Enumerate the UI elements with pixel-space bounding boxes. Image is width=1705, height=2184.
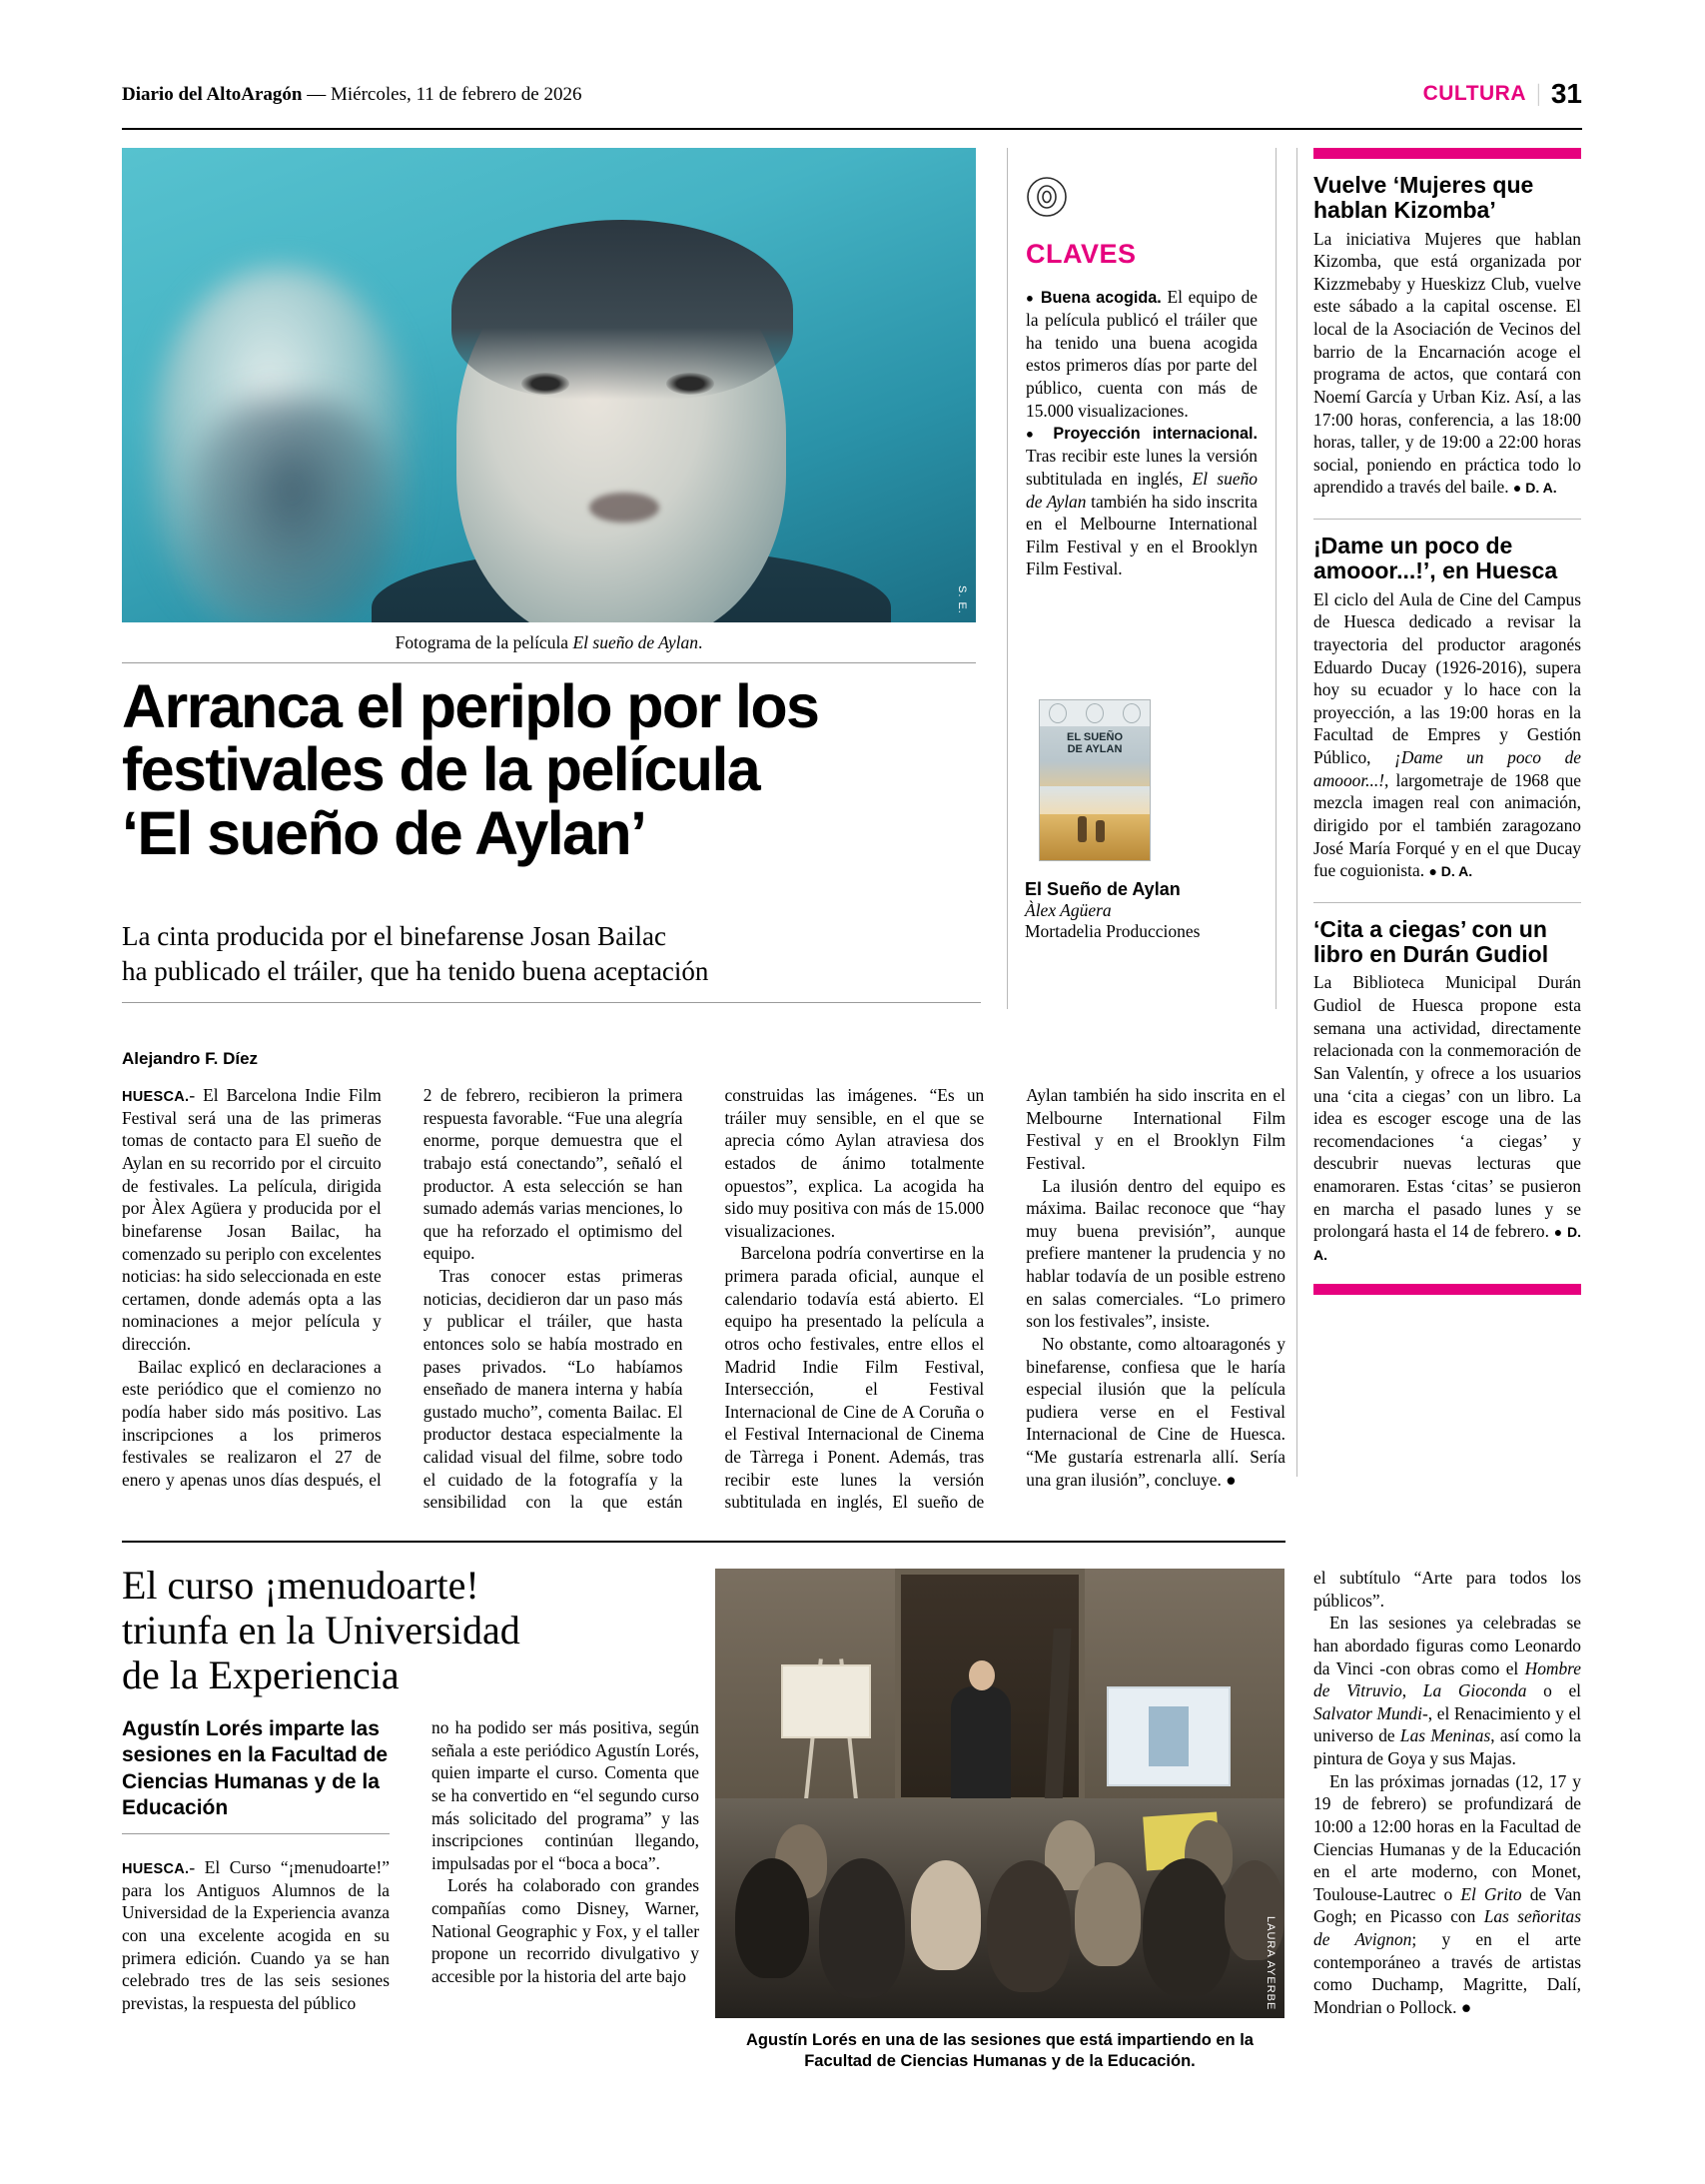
rail-divider: [1313, 902, 1581, 903]
child-right-eye: [666, 373, 714, 395]
article-paragraph: Bailac explicó en declaraciones a este periódico que el comienzo no podía haber sido más positivo. Las inscripciones a los primeros festivales se realizaron el 27 de enero y apenas unos días después, el 2 de febrero, recibieron la primera respuesta favorable. “Fue una alegría enorme, porque demuestra que el trabajo está conectando”, señaló el productor. A esta selección se han sumado además varias menciones, lo que ha reforzado el optimismo del equipo.: [122, 1085, 683, 1490]
poster-film-title: El Sueño de Aylan: [1025, 879, 1181, 899]
rail-item-title: ‘Cita a ciegas’ con un libro en Durán Gudiol: [1313, 915, 1549, 968]
photo-canvas: [781, 1664, 871, 1738]
bottom-text-mid: de Van Gogh; en Picasso con: [1313, 1883, 1581, 1927]
artwork-title: Hombre de Vitruvio: [1313, 1657, 1581, 1701]
bottom-article-column-2: [431, 1716, 699, 1988]
main-article-body: [122, 1084, 1285, 1514]
clave-lead: Proyección internacional.: [1053, 425, 1258, 444]
bottom-text-mid: ; y en el arte contemporáneo a través de artistas como Duchamp, Magritte, Dalí, Mondrian o Pollock. ●: [1313, 1929, 1581, 2017]
rail-item-body: La iniciativa Mujeres que hablan Kizomba, que está organizada por Kizzmebaby y Hueskizz Club, vuelve este sábado a la capital oscense. El local de la Asociación de Vecinos del barrio de la Encarnación acoge el programa de actos, que contará con Noemí García y Urban Kiz. Así, a las 17:00 horas, conferencia, a las 18:00 horas, taller, y de 19:00 a 22:00 horas social, poniendo en práctica todo lo aprendido a través del baile.: [1313, 228, 1581, 498]
publication-name: Diario del AltoAragón: [122, 84, 303, 105]
photo-screen-image: [1149, 1706, 1189, 1766]
photo-presenter: [951, 1686, 1011, 1814]
photo-audience-head: [735, 1858, 809, 1978]
subhead-line-2: ha publicado el tráiler, que ha tenido buena aceptación: [122, 955, 709, 986]
film-poster: [1039, 699, 1151, 861]
bottom-paragraph: el subtítulo “Arte para todos los públicos”.: [1313, 1568, 1581, 1611]
section-label: CULTURA: [1422, 82, 1527, 105]
clave-item: [1026, 286, 1258, 422]
artwork-title: Salvator Mundi: [1313, 1702, 1422, 1723]
poster-figure-2: [1096, 820, 1105, 842]
rail-item-text: [1313, 588, 1581, 882]
photo-audience-head: [911, 1860, 981, 1970]
poster-field: [1040, 814, 1150, 860]
poster-production-company: Mortadelia Producciones: [1025, 921, 1201, 941]
publication-date: — Miércoles, 11 de febrero de 2026: [307, 84, 582, 105]
poster-title-line-2: DE AYLAN: [1067, 742, 1123, 755]
laurel-icon: [1123, 703, 1141, 723]
bottom-story-rule: [122, 1541, 1285, 1543]
rail-item-italic-title: ¡Dame un poco de amooor...!: [1313, 747, 1581, 790]
bottom-text-pre: En las próximas jornadas (12, 17 y 19 de febrero) se profundizará de 10:00 a 12:00 horas en la Facultad de Ciencias Humanas y de la Educación en el arte moderno, con Monet, Toulouse-Lautrec o: [1313, 1770, 1581, 1904]
bottom-text-mid: o el: [1526, 1680, 1581, 1701]
artwork-title: Las Meninas: [1399, 1725, 1491, 1746]
headline-line-1: Arranca el periplo por los: [122, 672, 819, 740]
article-paragraph-text: - El Barcelona Indie Film Festival será una de las primeras tomas de contacto para El sueño de Aylan en su recorrido por el circuito de festivales. La película, dirigida por Àlex Agüera y producida por el binefarense Josan Bailac, ha comenzado su periplo con excelentes noticias: ha sido seleccionada en este certamen, donde además opta a las nominaciones a mejor película y dirección.: [122, 1085, 382, 1355]
child-left-eye: [521, 373, 569, 395]
rail-item-body-pre: El ciclo del Aula de Cine del Campus de Huesca dedicado a revisar la trayectoria del productor aragonés Eduardo Ducay (1926-2016), supera hoy su ecuador y lo hace con la proyección, a las 19:00 horas en la Facultad de Empres y Gestión Público,: [1313, 588, 1581, 768]
article-paragraph: La ilusión dentro del equipo es máxima. Bailac reconoce que “hay muy buena previsión”, aunque prefiere mantener la prudencia y no hablar todavía de un posible estreno en salas comerciales. “Lo primero son los festivales”, insiste.: [1026, 1175, 1285, 1332]
rail-top-bar: [1313, 148, 1581, 159]
rail-item-signature: ● D. A.: [1313, 1224, 1581, 1263]
caption-period: .: [698, 632, 703, 652]
headline-line-2: festivales de la película: [122, 735, 760, 804]
bottom-headline: [122, 1564, 681, 1697]
caption-text: Fotograma de la película: [395, 632, 573, 652]
photo-projection-screen: [1107, 1686, 1231, 1786]
bottom-text-mid: ,: [1401, 1680, 1423, 1701]
clave-lead: Buena acogida.: [1040, 289, 1162, 307]
dateline: HUESCA.: [122, 1089, 190, 1105]
byline: Alejandro F. Díez: [122, 1049, 259, 1068]
bottom-headline-line-1: El curso ¡menudoarte!: [122, 1563, 479, 1608]
clave-film-title: El sueño de Aylan: [1026, 468, 1258, 512]
bottom-paragraph: Lorés ha colaborado con grandes compañías como Disney, Warner, National Geographic y Fox, y el taller propone un recorrido divulgativo y accesible por la historia del arte bajo: [431, 1875, 699, 1986]
artwork-title: La Gioconda: [1422, 1680, 1527, 1701]
bottom-subheadline: Agustín Lorés imparte las sesiones en la Facultad de Ciencias Humanas y de la Educación: [122, 1717, 389, 1819]
page-number: 31: [1550, 78, 1582, 109]
photo-audience-head: [1143, 1858, 1231, 1996]
poster-figure-1: [1078, 816, 1087, 842]
photo-audience-head: [987, 1860, 1071, 1992]
caption-rule: [122, 662, 976, 663]
main-subheadline: [122, 919, 981, 988]
headline-line-3: ‘El sueño de Aylan’: [122, 798, 646, 867]
artwork-title: Las señoritas de Avignon: [1313, 1906, 1581, 1949]
bottom-text-mid: , así como la pintura de Goya y sus Majas.: [1313, 1725, 1581, 1768]
bottom-paragraph: no ha podido ser más positiva, según señala a este periódico Agustín Lorés, quien imparte el curso. Comenta que se ha convertido en “el segundo curso más solicitado del programa” y las inscripciones continúan llegando, impulsadas por el “boca a boca”.: [431, 1717, 699, 1873]
rail-item-text: [1313, 971, 1581, 1265]
caption-film-title: El sueño de Aylan: [572, 632, 699, 652]
bottom-article-column-1: [122, 1856, 390, 2015]
rail-item-signature: ● D. A.: [1512, 480, 1557, 497]
blurred-foreground-shadow: [192, 398, 392, 622]
masthead-left: [122, 84, 581, 106]
bottom-text-mid: -, el Renacimiento y el universo de: [1313, 1702, 1581, 1746]
photo-presenter-head: [969, 1660, 995, 1690]
bottom-headline-line-2: triunfa en la Universidad: [122, 1607, 520, 1652]
rail-bottom-bar: [1313, 1284, 1581, 1295]
poster-director: Àlex Agüera: [1025, 900, 1112, 920]
masthead: [122, 78, 1582, 110]
lead-photo-caption: [122, 632, 976, 653]
masthead-right: [1423, 78, 1582, 110]
article-paragraph: [122, 1084, 382, 1356]
bottom-article-column-4: [1313, 1567, 1581, 2019]
clave-bullet: ●: [1026, 290, 1036, 306]
main-headline: [122, 672, 981, 867]
bottom-paragraph: [1313, 1770, 1581, 2019]
bottom-photo: [715, 1569, 1284, 2018]
bottom-paragraph-text: - El Curso “¡menudoarte!” para los Antiguos Alumnos de la Universidad de la Experiencia avanza con una excelente acogida en su primera edición. Cuando ya se han celebrado tres de las seis sesiones previstas, la respuesta del público: [122, 1857, 390, 2013]
bottom-headline-line-3: de la Experiencia: [122, 1651, 400, 1697]
child-hair: [451, 220, 793, 400]
bottom-paragraph: [1313, 1612, 1581, 1769]
bottom-text-pre: En las sesiones ya celebradas se han abordado figuras como Leonardo da Vinci -con obras como el: [1313, 1613, 1581, 1678]
article-paragraph: Tras conocer estas primeras noticias, decidieron dar un paso más y publicar el tráiler, que hasta entonces solo se había mostrado en pases privados. “Lo habíamos enseñado de manera interna y había gustado mucho”, comenta Bailac. El productor destaca especialmente la calidad visual del filme, sobre todo el cuidado de la fotografía y la sensibilidad con la que están construidas las imágenes. “Es un tráiler muy sensible, en el que se aprecia cómo Aylan atraviesa dos estados de ánimo totalmente opuestos”, explica. La acogida ha sido muy positiva con más de 15.000 visualizaciones.: [423, 1085, 985, 1513]
photo-audience-head: [819, 1858, 905, 1998]
subhead-rule: [122, 1002, 981, 1003]
poster-metadata: [1025, 879, 1275, 942]
bottom-paragraph: [122, 1856, 390, 2015]
rail-item-title: ¡Dame un poco de amooor...!’, en Huesca: [1313, 533, 1558, 584]
clave-text-post: también ha sido inscrita en el Melbourne International Film Festival y en el Brooklyn Film Festival.: [1026, 491, 1258, 579]
clave-bullet: ●: [1026, 426, 1042, 442]
child-mouth: [589, 493, 659, 523]
lead-photo: [122, 148, 976, 622]
bottom-subhead-rule: [122, 1833, 390, 1834]
rail-item-text: [1313, 228, 1581, 500]
laurel-icon: [1086, 703, 1104, 723]
poster-laurels: [1040, 700, 1150, 726]
claves-items: [1026, 286, 1258, 580]
subhead-line-1: La cinta producida por el binefarense Josan Bailac: [122, 921, 667, 951]
claves-title: CLAVES: [1026, 239, 1137, 269]
rail-divider: [1313, 519, 1581, 520]
laurel-icon: [1049, 703, 1067, 723]
rail-item-body: La Biblioteca Municipal Durán Gudiol de Huesca propone esta semana una actividad, directamente relacionada con la conmemoración de San Valentín, y ofrece a los usuarios una ‘cita a ciegas’ con un libro. La idea es escoger escoge una de las recomendaciones ‘a ciegas’ y descubrir nuevas lecturas que enamoraren. Estas ‘citas’ se pusieron en marcha el pasado lunes y se prolongará hasta el 14 de febrero.: [1313, 972, 1581, 1242]
bottom-photo-credit: LAURA AYERBE: [1265, 1915, 1277, 2010]
article-paragraph: Barcelona podría convertirse en la primera parada oficial, aunque el calendario todavía está abierto. El equipo ha presentado la película a otros ocho festivales, entre ellos el Madrid Indie Film Festival, Intersección, el Festival Internacional de Cine de A Coruña o el Festival Internacional de Cinema de Tàrrega i Ponent. Además, tras recibir este lunes la versión subtitulada en inglés, El sueño de Aylan también ha sido inscrita en el Melbourne International Film Festival y en el Brooklyn Film Festival.: [724, 1085, 1285, 1513]
masthead-separator: |: [1536, 80, 1541, 107]
clave-item: [1026, 422, 1258, 580]
poster-title: [1040, 732, 1150, 755]
right-rail: [1313, 148, 1581, 1295]
disc-icon: [1026, 176, 1068, 218]
photo-credit: S. E.: [956, 585, 968, 614]
rail-item-title: Vuelve ‘Mujeres que hablan Kizomba’: [1313, 172, 1534, 224]
poster-sky: [1040, 786, 1150, 816]
rail-item-body-post: , largometraje de 1968 que mezcla imagen real con animación, dirigido por el también zaragozano José María Forqué y en el que Ducay fue coguionista.: [1313, 769, 1581, 881]
clave-text: El equipo de la película publicó el tráiler que ha tenido una buena acogida estos primeros días por parte del público, cuenta con más de 15.000 visualizaciones.: [1026, 287, 1258, 421]
bottom-dateline: HUESCA.: [122, 1861, 190, 1877]
masthead-rule: [122, 128, 1582, 130]
photo-audience-head: [1075, 1862, 1141, 1966]
rail-item-signature: ● D. A.: [1428, 863, 1473, 880]
article-paragraph: No obstante, como altoaragonés y binefarense, confiesa que le haría especial ilusión que la película pudiera verse en el Festival Internacional de Cine de Huesca. “Me gustaría estrenarla allí. Sería una gran ilusión”, concluye. ●: [1026, 1333, 1285, 1490]
artwork-title: El Grito: [1460, 1883, 1522, 1904]
clave-text-pre: Tras recibir este lunes la versión subtitulada en inglés,: [1026, 446, 1258, 489]
poster-title-line-1: EL SUEÑO: [1066, 731, 1124, 743]
rail-divider-rule: [1296, 148, 1297, 1477]
bottom-photo-caption: Agustín Lorés en una de las sesiones que está impartiendo en la Facultad de Ciencias Humanas y de la Educación.: [746, 2031, 1254, 2070]
